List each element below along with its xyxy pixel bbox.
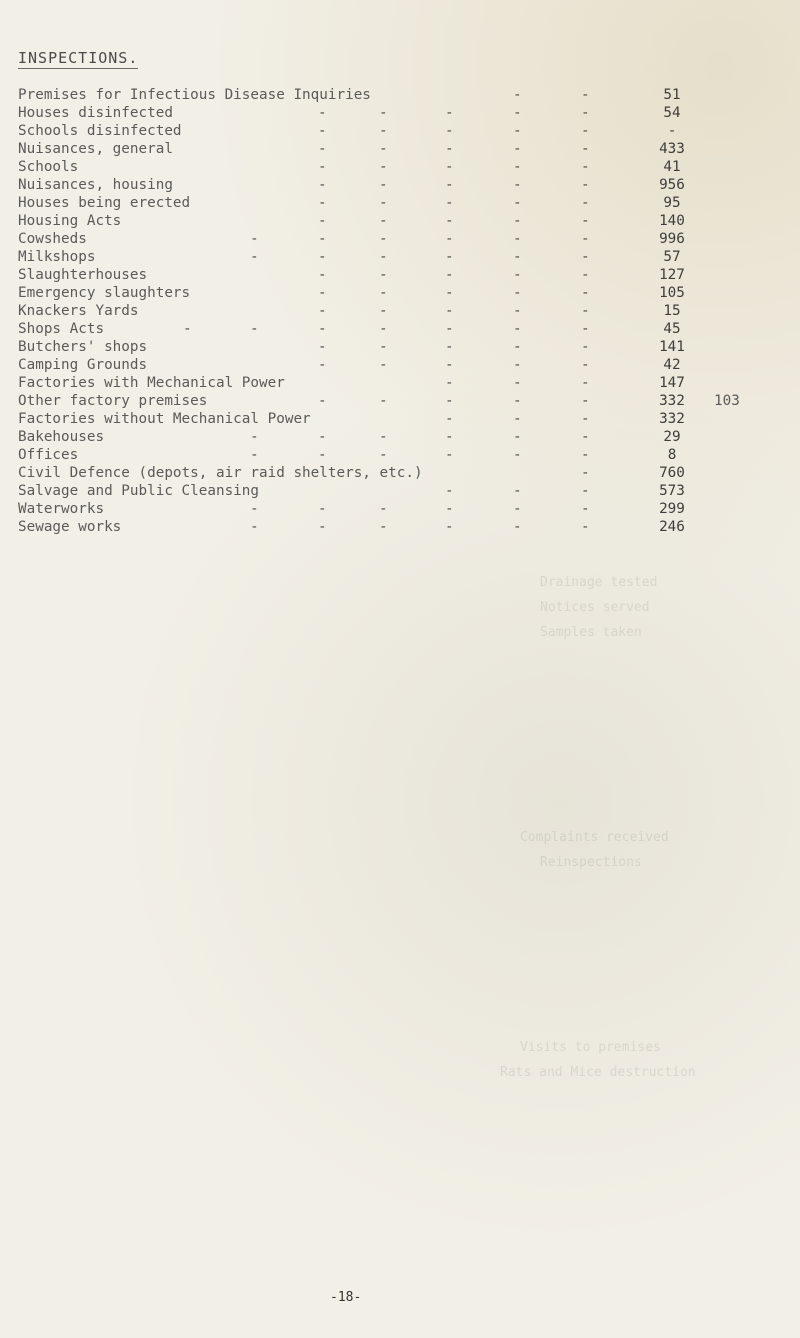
leader-dash: - [513,303,522,319]
leader-dash: - [445,249,454,265]
leader-dash: - [445,357,454,373]
leader-dash: - [379,177,388,193]
table-row [18,284,798,302]
leader-dash: - [250,447,259,463]
leader-dash: - [183,321,192,337]
table-row [18,518,798,536]
leader-dash: - [318,213,327,229]
leader-dash: - [445,285,454,301]
row-value: 956 [659,177,685,193]
leader-dash: - [513,141,522,157]
leader-dash: - [379,285,388,301]
leader-dash: - [445,267,454,283]
leader-dash: - [581,519,590,535]
leader-dash: - [379,231,388,247]
section-heading: INSPECTIONS. [18,49,139,67]
leader-dash: - [513,159,522,175]
leader-dash: - [581,357,590,373]
leader-dash: - [513,105,522,121]
leader-dash: - [379,519,388,535]
leader-dash: - [445,501,454,517]
leader-dash: - [445,303,454,319]
table-row [18,428,798,446]
leader-dash: - [379,339,388,355]
row-value: 141 [659,339,685,355]
table-row [18,230,798,248]
table-row [18,338,798,356]
leader-dash: - [445,123,454,139]
leader-dash: - [581,87,590,103]
row-value: - [667,123,677,139]
leader-dash: - [379,501,388,517]
leader-dash: - [379,429,388,445]
table-row [18,482,798,500]
leader-dash: - [581,393,590,409]
row-label: Emergency slaughters [18,285,191,301]
leader-dash: - [513,411,522,427]
table-row [18,410,798,428]
table-row [18,464,798,482]
leader-dash: - [581,501,590,517]
row-label: Nuisances, general [18,141,173,157]
leader-dash: - [581,447,590,463]
leader-dash: - [513,249,522,265]
leader-dash: - [513,357,522,373]
row-value: 41 [663,159,681,175]
leader-dash: - [513,393,522,409]
table-row [18,86,798,104]
leader-dash: - [513,87,522,103]
table-row [18,122,798,140]
row-label: Sewage works [18,519,122,535]
leader-dash: - [250,321,259,337]
table-row [18,140,798,158]
row-label: Schools [18,159,79,175]
row-label: Factories without Mechanical Power [18,411,311,427]
row-label: Other factory premises [18,393,208,409]
table-row [18,446,798,464]
leader-dash: - [581,249,590,265]
leader-dash: - [318,141,327,157]
table-row [18,356,798,374]
leader-dash: - [379,123,388,139]
leader-dash: - [318,159,327,175]
leader-dash: - [445,393,454,409]
leader-dash: - [581,123,590,139]
inspections-table [18,86,798,536]
leader-dash: - [581,213,590,229]
leader-dash: - [379,213,388,229]
row-value: 51 [663,87,681,103]
leader-dash: - [250,501,259,517]
row-value: 57 [663,249,681,265]
leader-dash: - [445,105,454,121]
row-label: Knackers Yards [18,303,139,319]
leader-dash: - [581,321,590,337]
leader-dash: - [513,231,522,247]
leader-dash: - [318,339,327,355]
leader-dash: - [250,429,259,445]
leader-dash: - [318,501,327,517]
leader-dash: - [445,195,454,211]
leader-dash: - [581,231,590,247]
row-value: 246 [659,519,685,535]
leader-dash: - [318,195,327,211]
row-label: Shops Acts [18,321,105,337]
row-label: Offices [18,447,79,463]
leader-dash: - [513,123,522,139]
leader-dash: - [379,303,388,319]
leader-dash: - [318,357,327,373]
leader-dash: - [445,231,454,247]
row-label: Milkshops [18,249,96,265]
leader-dash: - [513,501,522,517]
row-label: Camping Grounds [18,357,148,373]
leader-dash: - [581,195,590,211]
leader-dash: - [445,159,454,175]
leader-dash: - [379,105,388,121]
table-row [18,194,798,212]
ghost-text: Notices served [540,600,650,615]
leader-dash: - [513,285,522,301]
row-label: Premises for Infectious Disease Inquiries [18,87,371,103]
table-row [18,500,798,518]
row-extra-value: 103 [714,393,740,409]
row-value: 332 [659,393,685,409]
leader-dash: - [581,105,590,121]
row-label: Housing Acts [18,213,122,229]
table-row [18,392,798,410]
leader-dash: - [445,447,454,463]
row-label: Houses disinfected [18,105,173,121]
leader-dash: - [513,321,522,337]
leader-dash: - [581,429,590,445]
row-value: 433 [659,141,685,157]
ghost-text: Visits to premises [520,1040,661,1055]
leader-dash: - [318,429,327,445]
row-value: 15 [663,303,681,319]
row-value: 45 [663,321,681,337]
table-row [18,176,798,194]
leader-dash: - [318,249,327,265]
leader-dash: - [445,483,454,499]
leader-dash: - [513,375,522,391]
leader-dash: - [318,285,327,301]
leader-dash: - [581,375,590,391]
leader-dash: - [445,339,454,355]
leader-dash: - [445,411,454,427]
row-value: 42 [663,357,681,373]
leader-dash: - [581,465,590,481]
leader-dash: - [581,177,590,193]
leader-dash: - [318,321,327,337]
row-value: 996 [659,231,685,247]
row-value: 95 [663,195,681,211]
leader-dash: - [513,519,522,535]
leader-dash: - [513,267,522,283]
table-row [18,374,798,392]
leader-dash: - [513,447,522,463]
row-value: 573 [659,483,685,499]
row-label: Factories with Mechanical Power [18,375,285,391]
ghost-text: Complaints received [520,830,669,845]
leader-dash: - [318,231,327,247]
leader-dash: - [513,213,522,229]
row-label: Waterworks [18,501,105,517]
row-label: Salvage and Public Cleansing [18,483,260,499]
leader-dash: - [379,393,388,409]
row-value: 29 [663,429,681,445]
row-label: Nuisances, housing [18,177,173,193]
row-label: Butchers' shops [18,339,148,355]
leader-dash: - [445,519,454,535]
leader-dash: - [250,231,259,247]
leader-dash: - [379,249,388,265]
table-row [18,212,798,230]
table-row [18,320,798,338]
row-value: 299 [659,501,685,517]
leader-dash: - [513,195,522,211]
leader-dash: - [250,519,259,535]
row-label: Civil Defence (depots, air raid shelters, etc.) [18,465,423,481]
leader-dash: - [318,447,327,463]
leader-dash: - [445,429,454,445]
leader-dash: - [581,339,590,355]
leader-dash: - [318,177,327,193]
page-number: -18- [330,1290,362,1305]
row-value: 760 [659,465,685,481]
leader-dash: - [379,267,388,283]
leader-dash: - [318,519,327,535]
leader-dash: - [318,393,327,409]
leader-dash: - [581,411,590,427]
leader-dash: - [445,177,454,193]
leader-dash: - [318,303,327,319]
leader-dash: - [581,159,590,175]
ghost-text: Reinspections [540,855,642,870]
leader-dash: - [445,141,454,157]
row-label: Slaughterhouses [18,267,148,283]
leader-dash: - [379,357,388,373]
leader-dash: - [513,339,522,355]
leader-dash: - [379,159,388,175]
row-value: 54 [663,105,681,121]
row-value: 147 [659,375,685,391]
leader-dash: - [318,267,327,283]
row-label: Schools disinfected [18,123,182,139]
row-value: 140 [659,213,685,229]
table-row [18,248,798,266]
row-value: 8 [667,447,677,463]
ghost-text: Drainage tested [540,575,658,590]
leader-dash: - [250,249,259,265]
ghost-text: Samples taken [540,625,642,640]
leader-dash: - [379,447,388,463]
leader-dash: - [581,141,590,157]
leader-dash: - [379,195,388,211]
row-value: 127 [659,267,685,283]
leader-dash: - [513,483,522,499]
table-row [18,104,798,122]
row-value: 105 [659,285,685,301]
leader-dash: - [445,375,454,391]
row-value: 332 [659,411,685,427]
row-label: Cowsheds [18,231,87,247]
leader-dash: - [581,303,590,319]
leader-dash: - [379,141,388,157]
row-label: Houses being erected [18,195,191,211]
table-row [18,302,798,320]
leader-dash: - [318,123,327,139]
leader-dash: - [513,177,522,193]
leader-dash: - [318,105,327,121]
row-label: Bakehouses [18,429,105,445]
leader-dash: - [445,321,454,337]
leader-dash: - [581,483,590,499]
leader-dash: - [445,213,454,229]
leader-dash: - [513,429,522,445]
leader-dash: - [581,285,590,301]
leader-dash: - [581,267,590,283]
ghost-text: Rats and Mice destruction [500,1065,696,1080]
table-row [18,158,798,176]
leader-dash: - [379,321,388,337]
table-row [18,266,798,284]
